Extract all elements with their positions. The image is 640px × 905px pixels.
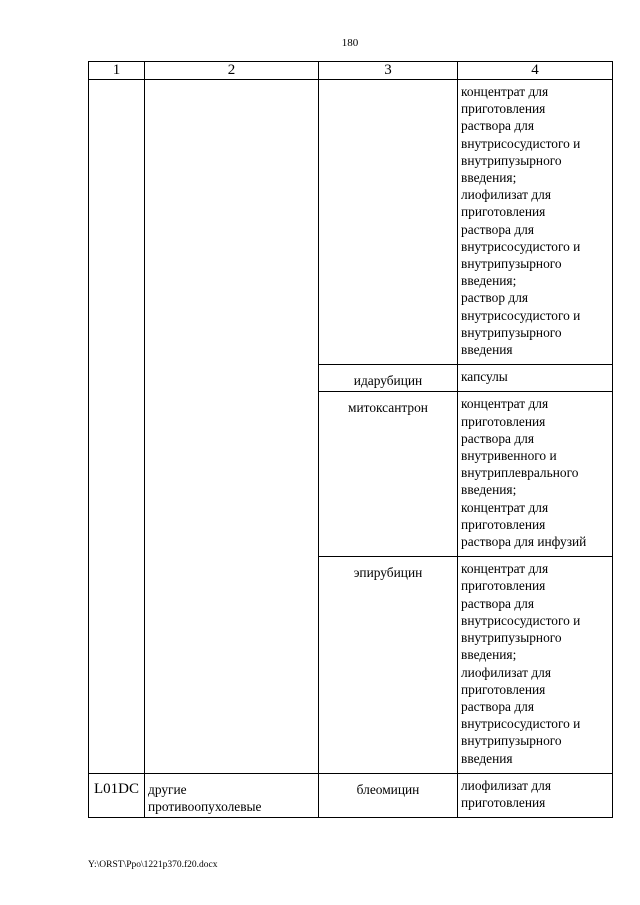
dosage-form-line: концентрат для [461,561,549,577]
dosage-form-line: внутрисосудистого и [461,307,581,323]
dosage-forms-cell [458,365,613,392]
dosage-forms-cell [458,557,613,773]
dosage-form-line: внутрисосудистого и [461,135,581,151]
drug-name-cell: митоксантрон [319,392,458,557]
atc-code-cell: L01DC [89,773,145,817]
dosage-form-line: внутриплеврального [461,465,579,481]
dosage-form-line: введения; [461,482,517,498]
dosage-form-line: внутрипузырного [461,256,562,272]
dosage-form-line: раствора для [461,221,535,237]
dosage-form-line: капсулы [461,369,508,385]
dosage-form-line: приготовления [461,204,546,220]
dosage-forms-cell [458,392,613,557]
dosage-form-line: раствор для [461,290,529,306]
dosage-form-line: лиофилизат для [461,187,551,203]
dosage-form-line: внутрисосудистого и [461,612,581,628]
table-row [89,773,613,817]
atc-code-cell [89,80,145,774]
dosage-form-line: внутрисосудистого и [461,238,581,254]
dosage-form-line: приготовления [461,413,546,429]
drug-name-cell [319,80,458,365]
dosage-form-line: приготовления [461,101,546,117]
dosage-form-line: введения [461,342,513,358]
group-text-line: другие [148,781,187,797]
group-cell [145,80,319,774]
dosage-form-line: внутрисосудистого и [461,716,581,732]
dosage-form-line: введения; [461,647,517,663]
dosage-form-line: концентрат для [461,84,549,99]
column-header-1: 1 [89,62,145,80]
table-body [89,80,613,818]
dosage-form-line: концентрат для [461,499,549,515]
dosage-form-line: концентрат для [461,396,549,412]
dosage-form-line: внутрипузырного [461,324,562,340]
footer-file-path: Y:\ORST\Ppo\1221p370.f20.docx [88,860,218,870]
column-header-4: 4 [458,62,613,80]
dosage-form-line: раствора для [461,430,535,446]
dosage-form-line: приготовления [461,794,546,810]
group-cell [145,773,319,817]
dosage-form-line: введения; [461,273,517,289]
group-text-line: противоопухолевые [148,798,262,814]
dosage-form-line: лиофилизат для [461,664,551,680]
column-header-3: 3 [319,62,458,80]
dosage-form-line: раствора для [461,595,535,611]
table-header-row [89,62,613,80]
dosage-form-line: раствора для инфузий [461,534,587,550]
dosage-form-line: раствора для [461,118,535,134]
dosage-form-line: внутривенного и [461,448,557,464]
dosage-form-line: введения [461,750,513,766]
table-row [89,80,613,365]
drug-table [88,61,613,818]
drug-name-cell: эпирубицин [319,557,458,773]
page-number: 180 [341,37,359,49]
dosage-form-line: раствора для [461,698,535,714]
dosage-form-line: внутрипузырного [461,630,562,646]
dosage-form-line: внутрипузырного [461,733,562,749]
column-header-2: 2 [145,62,319,80]
dosage-form-line: лиофилизат для [461,777,551,793]
dosage-form-line: приготовления [461,681,546,697]
dosage-form-line: приготовления [461,516,546,532]
drug-name-cell: идарубицин [319,365,458,392]
dosage-form-line: введения; [461,170,517,186]
dosage-form-line: внутрипузырного [461,152,562,168]
dosage-forms-cell [458,773,613,817]
dosage-forms-cell [458,80,613,365]
dosage-form-line: приготовления [461,578,546,594]
drug-name-cell: блеомицин [319,773,458,817]
